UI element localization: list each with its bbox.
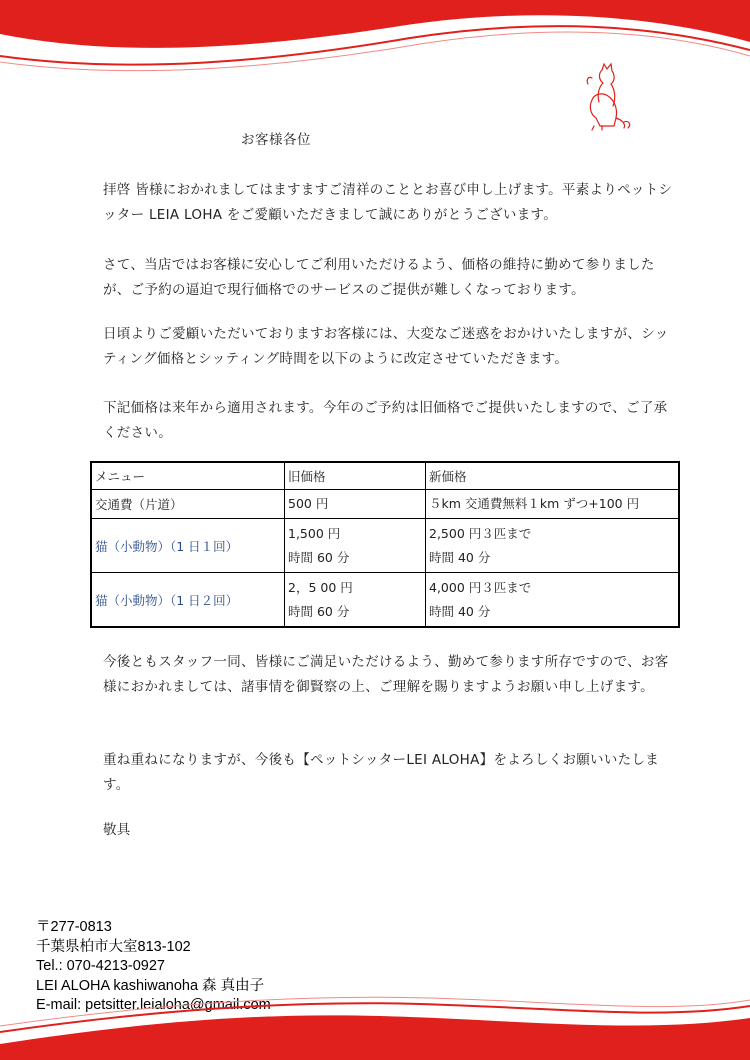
dog-cat-sketch-icon [580,62,640,134]
postal-code: 〒277-0813 [36,919,112,935]
old-price-cell: 500 円 [285,490,426,519]
new-price-cell: 4,000 円３匹まで 時間 40 分 [426,573,680,628]
email-address: E-mail: petsitter.leialoha@gmail.com [36,997,271,1013]
new-price-cell: ５km 交通費無料１km ずつ+100 円 [426,490,680,519]
intro-paragraph: 拝啓 皆様におかれましてはますますご清祥のこととお喜び申し上げます。平素よりペットシッター LEIA LOHA をご愛顧いただきまして誠にありがとうございます。 [103,182,673,223]
old-price-cell: 1,500 円 時間 60 分 [285,519,426,573]
old-price-cell: 2，5 00 円 時間 60 分 [285,573,426,628]
footer-wave-decoration [0,990,750,1060]
closing-paragraph: 今後ともスタッフ一同、皆様にご満足いただけるよう、勤めて参ります所存ですので、お客様におかれましては、諸事情を御賢察の上、ご理解を賜りますようお願い申し上げます。 [103,654,669,695]
salutation: お客様各位 [241,132,311,148]
menu-cell: 交通費（片道） [91,490,285,519]
regards-paragraph: 重ね重ねになりますが、今後も【ペットシッターLEI ALOHA】をよろしくお願いいたします。 [103,752,660,793]
effective-date-paragraph: 下記価格は来年から適用されます。今年のご予約は旧価格でご提供いたしますので、ご了承ください。 [103,400,668,441]
street-address: 千葉県柏市大室813-102 [36,938,191,955]
sign-off: 敬具 [103,822,131,838]
apology-paragraph: 日頃よりご愛顧いただいておりますお客様には、大変なご迷惑をおかけいたしますが、シッティング価格とシッティング時間を以下のように改定させていただきます。 [103,326,669,367]
price-table [90,461,680,628]
header-old-price: 旧価格 [285,462,426,490]
phone-number: Tel.: 070-4213-0927 [36,958,165,974]
new-price-cell: 2,500 円３匹まで 時間 40 分 [426,519,680,573]
table-header-row [91,462,679,490]
header-new-price: 新価格 [426,462,680,490]
table-row [91,519,679,573]
header-menu: メニュー [91,462,285,490]
table-row [91,490,679,519]
table-row [91,573,679,628]
business-name: LEI ALOHA kashiwanoha 森 真由子 [36,977,265,994]
reason-paragraph: さて、当店ではお客様に安心してご利用いただけるよう、価格の維持に勤めて参りましたが、ご予約の逼迫で現行価格でのサービスのご提供が難しくなっております。 [103,257,655,298]
menu-cell: 猫（小動物）（1 日２回） [91,573,285,628]
menu-cell: 猫（小動物）（1 日１回） [91,519,285,573]
